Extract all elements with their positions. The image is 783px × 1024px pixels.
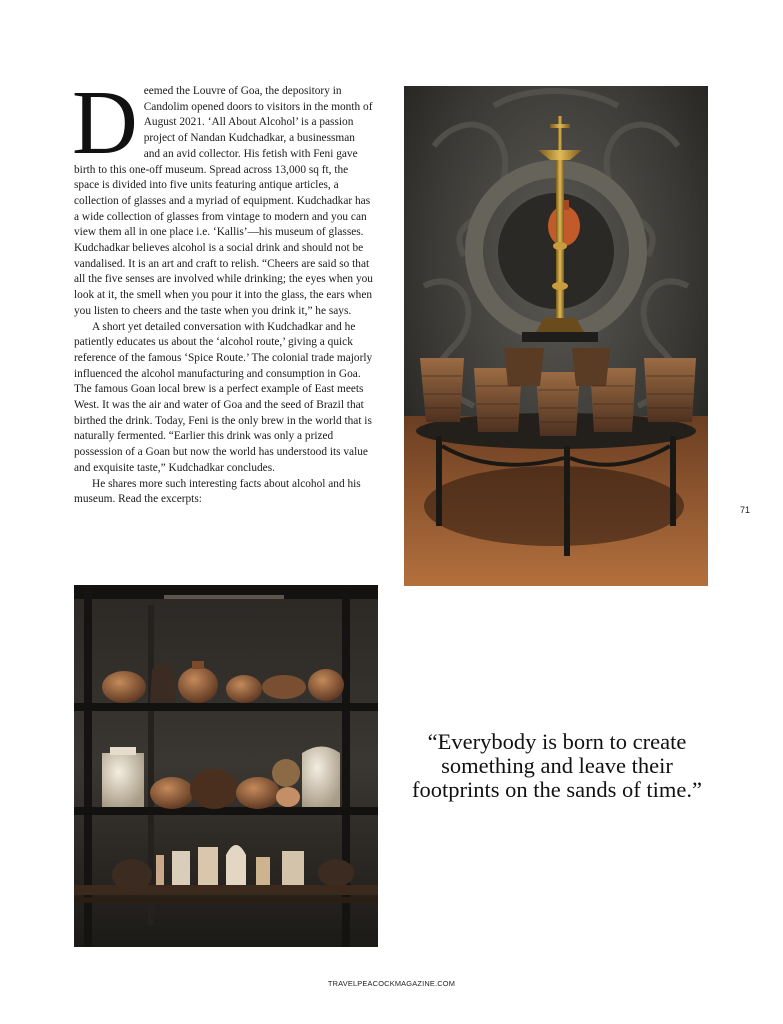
museum-interior-illustration [404, 86, 708, 586]
article-body [72, 72, 374, 508]
paragraph-excerpts: He shares more such interesting facts about alcohol and his museum. Read the excerpts: [74, 477, 361, 506]
page-number: 71 [740, 505, 751, 515]
footer-website: TRAVELPEACOCKMAGAZINE.COM [327, 979, 456, 988]
drop-cap: D [72, 72, 138, 173]
pottery-shelves-photo [74, 585, 378, 947]
pull-quote: “Everybody is born to create something and leave their footprints on the sands of time.” [412, 729, 702, 802]
paragraph-intro [72, 72, 374, 320]
pottery-shelves-illustration [74, 585, 378, 947]
paragraph-alcohol-route: A short yet detailed conversation with Kudchadkar and he patiently educates us about the ‘alcohol route,’ giving a quick reference of the famous ‘Spice Route.’ The colonial trade majorly influenced the alcohol manufacturing and consumption in Goa. The famous Goan local brew is a perfect example of East meets West. It was the air and water of Goa and the seed of Brazil that birthed the drink. Today, Feni is the only brew in the world that is naturally fermented. “Earlier this drink was only a prized possession of a Goan but now the world has understood its value and exquisite taste,” Kudchadkar concludes. [74, 320, 373, 474]
paragraph-intro-text: eemed the Louvre of Goa, the depository in Candolim opened doors to visitors in the month of August 2021. ‘All About Alcohol’ is a passion project of Nandan Kudchadkar, a businessman and an avid collector. His fetish with Feni gave birth to this one-off museum. Spread across 13,000 sq ft, the space is divided into five units featuring antique articles, a collection of glasses and a myriad of equipment. Kudchadkar has a wide collection of glasses from vintage to modern and you can view them all in one place i.e. ‘Kallis’—his museum of glasses. Kudchadkar believes alcohol is a social drink and should not be vandalised. It is an art and craft to relish. “Cheers are said so that all the five senses are involved while drinking; the eyes when you look at it, the smell when you pour it into the glass, the ears when you listen to cheers and the taste when you drink it,” he says. [74, 85, 373, 317]
museum-interior-photo [404, 86, 708, 586]
